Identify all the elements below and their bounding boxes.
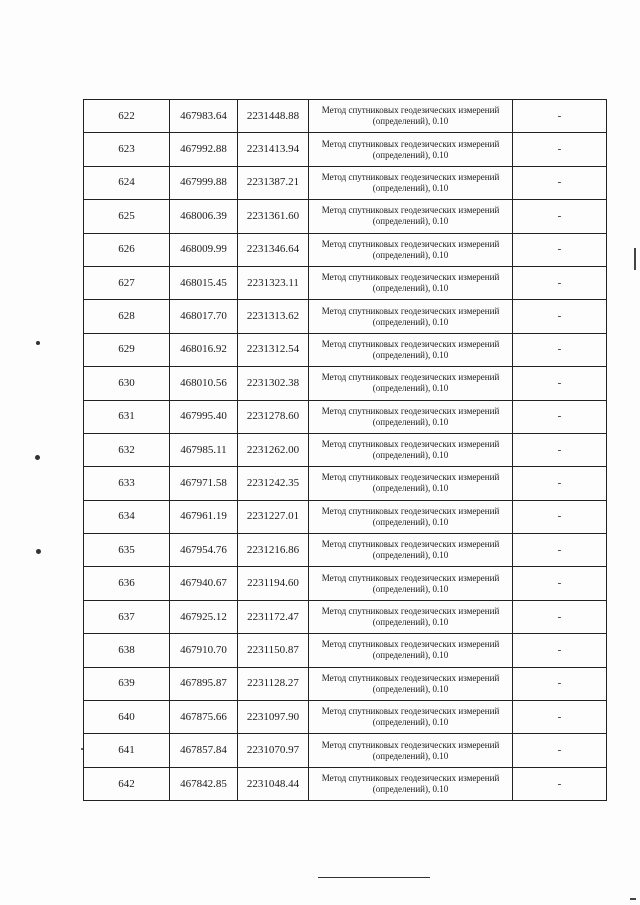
table-row	[84, 767, 607, 800]
point-number-cell: 634	[84, 500, 170, 533]
method-accuracy-cell: Метод спутниковых геодезических измерений (определений), 0.10	[309, 333, 513, 366]
point-number-cell: 623	[84, 133, 170, 166]
y-coordinate-cell: 2231302.38	[238, 367, 309, 400]
method-accuracy-cell: Метод спутниковых геодезических измерений (определений), 0.10	[309, 467, 513, 500]
table-row	[84, 233, 607, 266]
x-coordinate-cell: 467842.85	[170, 767, 238, 800]
point-number-cell: 622	[84, 100, 170, 133]
point-number-cell: 624	[84, 166, 170, 199]
note-cell: -	[513, 667, 607, 700]
note-cell: -	[513, 333, 607, 366]
x-coordinate-cell: 467995.40	[170, 400, 238, 433]
note-cell: -	[513, 233, 607, 266]
method-accuracy-cell: Метод спутниковых геодезических измерений (определений), 0.10	[309, 200, 513, 233]
y-coordinate-cell: 2231216.86	[238, 534, 309, 567]
point-number-cell: 630	[84, 367, 170, 400]
table-row	[84, 100, 607, 133]
y-coordinate-cell: 2231361.60	[238, 200, 309, 233]
method-accuracy-cell: Метод спутниковых геодезических измерений (определений), 0.10	[309, 767, 513, 800]
x-coordinate-cell: 467983.64	[170, 100, 238, 133]
y-coordinate-cell: 2231128.27	[238, 667, 309, 700]
y-coordinate-cell: 2231194.60	[238, 567, 309, 600]
y-coordinate-cell: 2231387.21	[238, 166, 309, 199]
note-cell: -	[513, 400, 607, 433]
note-cell: -	[513, 300, 607, 333]
y-coordinate-cell: 2231313.62	[238, 300, 309, 333]
x-coordinate-cell: 467910.70	[170, 634, 238, 667]
method-accuracy-cell: Метод спутниковых геодезических измерений (определений), 0.10	[309, 233, 513, 266]
table-row	[84, 200, 607, 233]
table-row	[84, 133, 607, 166]
x-coordinate-cell: 468009.99	[170, 233, 238, 266]
table-row	[84, 400, 607, 433]
y-coordinate-cell: 2231070.97	[238, 734, 309, 767]
method-accuracy-cell: Метод спутниковых геодезических измерений (определений), 0.10	[309, 400, 513, 433]
point-number-cell: 639	[84, 667, 170, 700]
note-cell: -	[513, 567, 607, 600]
method-accuracy-cell: Метод спутниковых геодезических измерений (определений), 0.10	[309, 634, 513, 667]
note-cell: -	[513, 634, 607, 667]
note-cell: -	[513, 433, 607, 466]
y-coordinate-cell: 2231448.88	[238, 100, 309, 133]
y-coordinate-cell: 2231172.47	[238, 600, 309, 633]
note-cell: -	[513, 266, 607, 299]
table-row	[84, 701, 607, 734]
y-coordinate-cell: 2231097.90	[238, 701, 309, 734]
point-number-cell: 637	[84, 600, 170, 633]
scan-edge-mark	[634, 248, 636, 270]
method-accuracy-cell: Метод спутниковых геодезических измерений (определений), 0.10	[309, 534, 513, 567]
table-row	[84, 367, 607, 400]
table-row	[84, 333, 607, 366]
x-coordinate-cell: 467857.84	[170, 734, 238, 767]
x-coordinate-cell: 467985.11	[170, 433, 238, 466]
y-coordinate-cell: 2231346.64	[238, 233, 309, 266]
point-number-cell: 625	[84, 200, 170, 233]
point-number-cell: 636	[84, 567, 170, 600]
method-accuracy-cell: Метод спутниковых геодезических измерений (определений), 0.10	[309, 600, 513, 633]
point-number-cell: 631	[84, 400, 170, 433]
table-row	[84, 266, 607, 299]
coordinates-table-body	[84, 100, 607, 801]
note-cell: -	[513, 467, 607, 500]
y-coordinate-cell: 2231227.01	[238, 500, 309, 533]
table-row	[84, 500, 607, 533]
method-accuracy-cell: Метод спутниковых геодезических измерений (определений), 0.10	[309, 734, 513, 767]
note-cell: -	[513, 600, 607, 633]
x-coordinate-cell: 467999.88	[170, 166, 238, 199]
y-coordinate-cell: 2231312.54	[238, 333, 309, 366]
table-row	[84, 300, 607, 333]
method-accuracy-cell: Метод спутниковых геодезических измерений (определений), 0.10	[309, 300, 513, 333]
method-accuracy-cell: Метод спутниковых геодезических измерений (определений), 0.10	[309, 133, 513, 166]
x-coordinate-cell: 468015.45	[170, 266, 238, 299]
x-coordinate-cell: 467992.88	[170, 133, 238, 166]
coordinates-table	[83, 99, 607, 801]
point-number-cell: 627	[84, 266, 170, 299]
point-number-cell: 629	[84, 333, 170, 366]
scan-speck	[35, 455, 40, 460]
note-cell: -	[513, 100, 607, 133]
x-coordinate-cell: 467961.19	[170, 500, 238, 533]
method-accuracy-cell: Метод спутниковых геодезических измерений (определений), 0.10	[309, 433, 513, 466]
method-accuracy-cell: Метод спутниковых геодезических измерений (определений), 0.10	[309, 701, 513, 734]
table-row	[84, 467, 607, 500]
x-coordinate-cell: 467925.12	[170, 600, 238, 633]
point-number-cell: 628	[84, 300, 170, 333]
point-number-cell: 635	[84, 534, 170, 567]
x-coordinate-cell: 467875.66	[170, 701, 238, 734]
point-number-cell: 642	[84, 767, 170, 800]
point-number-cell: 641	[84, 734, 170, 767]
x-coordinate-cell: 468006.39	[170, 200, 238, 233]
point-number-cell: 638	[84, 634, 170, 667]
note-cell: -	[513, 133, 607, 166]
scan-edge-mark	[630, 898, 636, 900]
note-cell: -	[513, 166, 607, 199]
scan-speck	[36, 549, 41, 554]
y-coordinate-cell: 2231278.60	[238, 400, 309, 433]
x-coordinate-cell: 468017.70	[170, 300, 238, 333]
note-cell: -	[513, 200, 607, 233]
note-cell: -	[513, 767, 607, 800]
method-accuracy-cell: Метод спутниковых геодезических измерений (определений), 0.10	[309, 100, 513, 133]
point-number-cell: 640	[84, 701, 170, 734]
y-coordinate-cell: 2231048.44	[238, 767, 309, 800]
note-cell: -	[513, 367, 607, 400]
table-row	[84, 166, 607, 199]
note-cell: -	[513, 734, 607, 767]
x-coordinate-cell: 467895.87	[170, 667, 238, 700]
x-coordinate-cell: 467954.76	[170, 534, 238, 567]
scan-speck	[36, 341, 40, 345]
table-row	[84, 634, 607, 667]
note-cell: -	[513, 701, 607, 734]
y-coordinate-cell: 2231262.00	[238, 433, 309, 466]
x-coordinate-cell: 467940.67	[170, 567, 238, 600]
note-cell: -	[513, 534, 607, 567]
y-coordinate-cell: 2231242.35	[238, 467, 309, 500]
method-accuracy-cell: Метод спутниковых геодезических измерений (определений), 0.10	[309, 567, 513, 600]
method-accuracy-cell: Метод спутниковых геодезических измерений (определений), 0.10	[309, 667, 513, 700]
table-row	[84, 667, 607, 700]
point-number-cell: 632	[84, 433, 170, 466]
y-coordinate-cell: 2231323.11	[238, 266, 309, 299]
point-number-cell: 626	[84, 233, 170, 266]
note-cell: -	[513, 500, 607, 533]
y-coordinate-cell: 2231413.94	[238, 133, 309, 166]
x-coordinate-cell: 467971.58	[170, 467, 238, 500]
x-coordinate-cell: 468010.56	[170, 367, 238, 400]
table-row	[84, 433, 607, 466]
method-accuracy-cell: Метод спутниковых геодезических измерений (определений), 0.10	[309, 367, 513, 400]
scan-speck	[81, 748, 83, 750]
table-row	[84, 734, 607, 767]
point-number-cell: 633	[84, 467, 170, 500]
method-accuracy-cell: Метод спутниковых геодезических измерений (определений), 0.10	[309, 166, 513, 199]
table-row	[84, 534, 607, 567]
x-coordinate-cell: 468016.92	[170, 333, 238, 366]
y-coordinate-cell: 2231150.87	[238, 634, 309, 667]
table-row	[84, 600, 607, 633]
footer-rule	[318, 877, 430, 878]
method-accuracy-cell: Метод спутниковых геодезических измерений (определений), 0.10	[309, 500, 513, 533]
table-row	[84, 567, 607, 600]
method-accuracy-cell: Метод спутниковых геодезических измерений (определений), 0.10	[309, 266, 513, 299]
